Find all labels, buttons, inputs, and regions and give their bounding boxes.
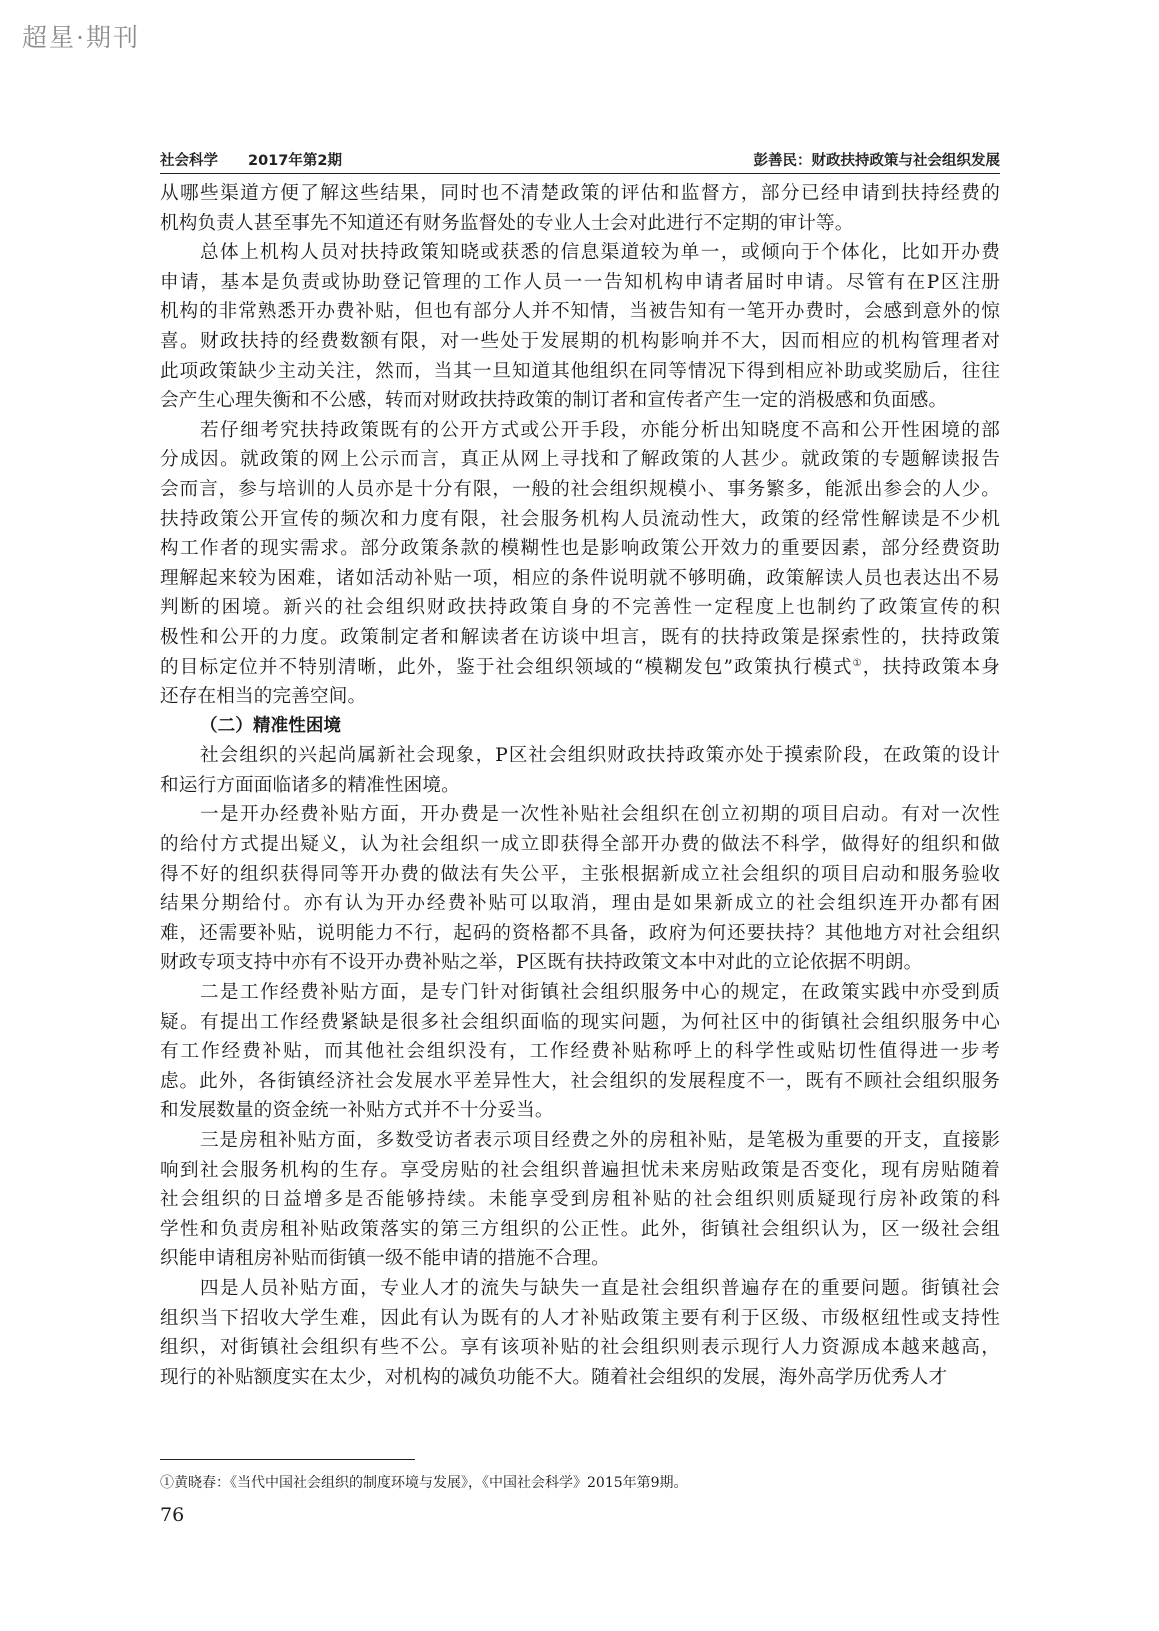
paragraph-line: 还存在相当的完善空间。 <box>160 686 367 708</box>
paragraph-line: 有工作经费补贴，而其他社会组织没有，工作经费补贴称呼上的科学性或贴切性值得进一步考 <box>160 1041 1000 1063</box>
paragraph-line: 和发展数量的资金统一补贴方式并不十分妥当。 <box>160 1100 554 1122</box>
paragraph-line: 和运行方面面临诸多的精准性困境。 <box>160 774 460 796</box>
paragraph-line: 社会组织的日益增多是否能够持续。未能享受到房租补贴的社会组织则质疑现行房补政策的科 <box>160 1189 1000 1211</box>
watermark-logo: 超星·期刊 <box>22 23 140 52</box>
paragraph-line: 分成因。就政策的网上公示而言，真正从网上寻找和了解政策的人甚少。就政策的专题解读报告 <box>160 449 1000 471</box>
paragraph-line: 会产生心理失衡和不公感，转而对财政扶持政策的制订者和宣传者产生一定的消极感和负面感。 <box>160 390 948 412</box>
paragraph-line: 虑。此外，各街镇经济社会发展水平差异性大，社会组织的发展程度不一，既有不顾社会组织服务 <box>160 1070 1000 1092</box>
paragraph-line: 三是房租补贴方面，多数受访者表示项目经费之外的房租补贴，是笔极为重要的开支，直接影 <box>200 1130 1000 1151</box>
paragraph-line: 的给付方式提出疑义，认为社会组织一成立即获得全部开办费的做法不科学，做得好的组织和做 <box>160 834 1000 856</box>
paragraph-line: 的目标定位并不特别清晰，此外，鉴于社会组织领域的“模糊发包”政策执行模式①，扶持政策本身 <box>160 656 1000 678</box>
article-body <box>160 179 1000 1392</box>
paragraph-line: 喜。财政扶持的经费数额有限，对一些处于发展期的机构影响并不大，因而相应的机构管理者对 <box>160 330 1000 352</box>
paragraph-line: 机构的非常熟悉开办费补贴，但也有部分人并不知情，当被告知有一笔开办费时，会感到意外的惊 <box>160 301 1000 323</box>
paragraph-line: 现行的补贴额度实在太少，对机构的减负功能不大。随着社会组织的发展，海外高学历优秀人才 <box>160 1366 948 1388</box>
paragraph-line: 织能申请租房补贴而街镇一级不能申请的措施不合理。 <box>160 1248 610 1270</box>
paragraph-line: 机构负责人甚至事先不知道还有财务监督处的专业人士会对此进行不定期的审计等。 <box>160 212 854 234</box>
paragraph-line: 社会组织的兴起尚属新社会现象，P区社会组织财政扶持政策亦处于摸索阶段，在政策的设计 <box>200 745 1000 767</box>
journal-name: 社会科学 <box>160 153 218 169</box>
paragraph-line: 组织当下招收大学生难，因此有认为既有的人才补贴政策主要有利于区级、市级枢纽性或支持性 <box>160 1307 1000 1329</box>
paragraph-line: 疑。有提出工作经费紧缺是很多社会组织面临的现实问题，为何社区中的街镇社会组织服务中心 <box>160 1011 1000 1033</box>
paragraph-line: 财政专项支持中亦有不设开办费补贴之举，P区既有扶持政策文本中对此的立论依据不明朗。 <box>160 952 923 974</box>
paragraph-line: 得不好的组织获得同等开办费的做法有失公平，主张根据新成立社会组织的项目启动和服务验收 <box>160 863 1000 885</box>
paragraph-line: 判断的困境。新兴的社会组织财政扶持政策自身的不完善性一定程度上也制约了政策宣传的积 <box>160 597 1000 619</box>
paragraph-line: 总体上机构人员对扶持政策知晓或获悉的信息渠道较为单一，或倾向于个体化，比如开办费 <box>200 242 1000 264</box>
page-number: 76 <box>160 1504 185 1526</box>
paragraph-line: 会而言，参与培训的人员亦是十分有限，一般的社会组织规模小、事务繁多，能派出参会的人少。 <box>160 478 1000 500</box>
paragraph-line: 二是工作经费补贴方面，是专门针对街镇社会组织服务中心的规定，在政策实践中亦受到质 <box>200 982 1000 1004</box>
paragraph-line: 难，还需要补贴，说明能力不行，起码的资格都不具备，政府为何还要扶持？其他地方对社会组织 <box>160 922 1000 944</box>
paragraph-line: 理解起来较为困难，诸如活动补贴一项，相应的条件说明就不够明确，政策解读人员也表达出不易 <box>160 567 1000 589</box>
paragraph-line: 结果分期给付。亦有认为开办经费补贴可以取消，理由是如果新成立的社会组织连开办都有困 <box>160 893 1000 915</box>
paragraph-line: 极性和公开的力度。政策制定者和解读者在访谈中坦言，既有的扶持政策是探索性的，扶持政策 <box>160 626 1000 648</box>
paragraph-line: 若仔细考究扶持政策既有的公开方式或公开手段，亦能分析出知晓度不高和公开性困境的部 <box>200 419 1000 441</box>
issue-label: 2017年第2期 <box>248 153 342 169</box>
paragraph-line: 一是开办经费补贴方面，开办费是一次性补贴社会组织在创立初期的项目启动。有对一次性 <box>200 804 1000 826</box>
footnote-marker[interactable]: ① <box>852 657 863 669</box>
paragraph-line: 学性和负责房租补贴政策落实的第三方组织的公正性。此外，街镇社会组织认为，区一级社会组 <box>160 1218 1000 1240</box>
footnote: ①黄晓春：《当代中国社会组织的制度环境与发展》，《中国社会科学》2015年第9期。 <box>160 1475 688 1491</box>
paragraph-line: 此项政策缺少主动关注，然而，当其一旦知道其他组织在同等情况下得到相应补助或奖励后，往往 <box>160 360 1000 382</box>
paragraph-line: 组织，对街镇社会组织有些不公。享有该项补贴的社会组织则表示现行人力资源成本越来越高， <box>160 1337 1000 1359</box>
paragraph-line: 四是人员补贴方面，专业人才的流失与缺失一直是社会组织普遍存在的重要问题。街镇社会 <box>200 1277 1000 1299</box>
paragraph-line: 从哪些渠道方便了解这些结果，同时也不清楚政策的评估和监督方，部分已经申请到扶持经费的 <box>160 183 1000 204</box>
section-heading: （二）精准性困境 <box>200 715 342 736</box>
paragraph-line: 构工作者的现实需求。部分政策条款的模糊性也是影响政策公开效力的重要因素，部分经费资助 <box>160 538 1000 560</box>
article-title: 彭善民：财政扶持政策与社会组织发展 <box>753 153 1000 169</box>
running-head <box>160 149 1000 174</box>
paragraph-line: 扶持政策公开宣传的频次和力度有限，社会服务机构人员流动性大，政策的经常性解读是不少机 <box>160 508 1000 530</box>
paragraph-line: 响到社会服务机构的生存。享受房贴的社会组织普遍担忧未来房贴政策是否变化，现有房贴随着 <box>160 1159 1000 1181</box>
paragraph-line: 申请，基本是负责或协助登记管理的工作人员一一告知机构申请者届时申请。尽管有在P区注册 <box>160 271 1000 293</box>
footnote-divider <box>160 1459 415 1460</box>
